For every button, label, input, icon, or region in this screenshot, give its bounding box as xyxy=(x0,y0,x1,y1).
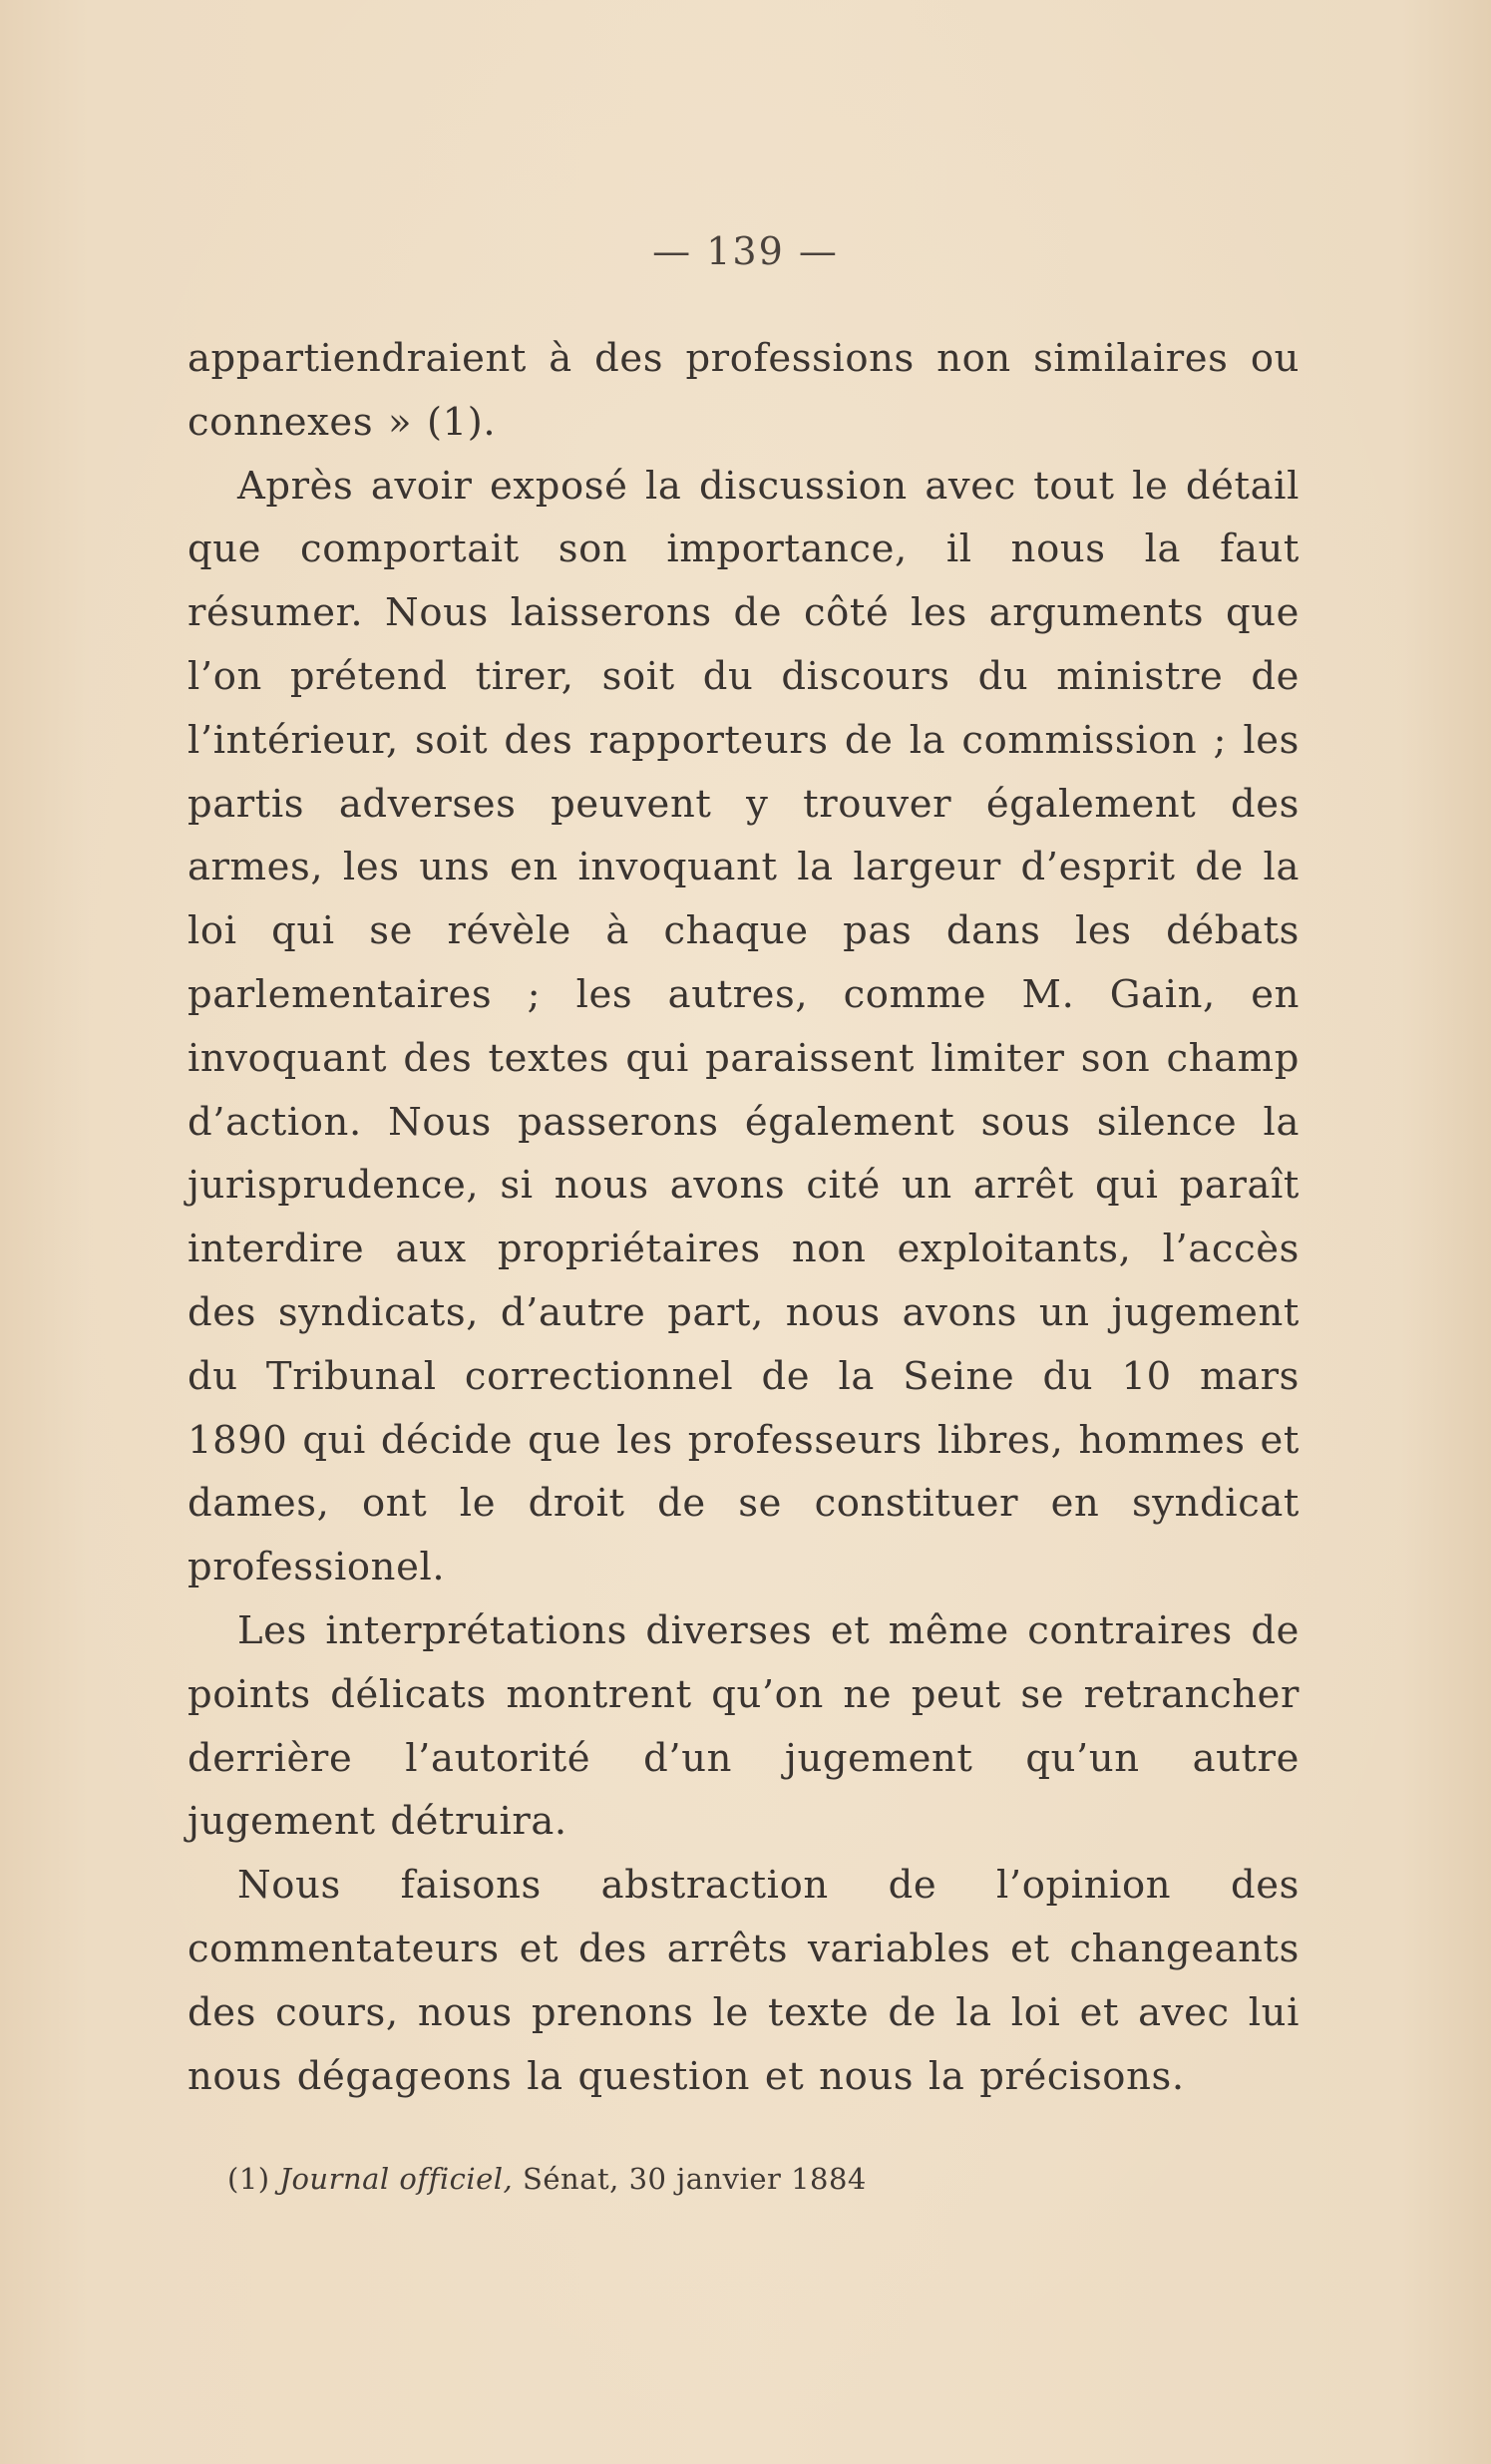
body-text xyxy=(187,327,1300,2108)
paragraph-discussion: Après avoir exposé la discussion avec tout le détail que comportait son importance, il nous la faut résumer. Nous laisserons de côté les arguments que l’on prétend tirer, soit du discours du ministre de l’intérieur, soit des rapporteurs de la commission ; les partis adverses peuvent y trouver également des armes, les uns en invoquant la largeur d’esprit de la loi qui se révèle à chaque pas dans les débats parlementaires ; les autres, comme M. Gain, en invoquant des textes qui paraissent limiter son champ d’action. Nous passerons également sous silence la jurisprudence, si nous avons cité un arrêt qui paraît interdire aux propriétaires non exploitants, l’accès des syndicats, d’autre part, nous avons un jugement du Tribunal correctionnel de la Seine du 10 mars 1890 qui décide que les professeurs libres, hommes et dames, ont le droit de se constituer en syndicat professionel. xyxy=(187,463,1300,1590)
paragraph-abstraction: Nous faisons abstraction de l’opinion des commentateurs et des arrêts variables et changeants des cours, nous prenons le texte de la loi et avec lui nous dégageons la question et nous la précisons. xyxy=(187,1863,1300,2099)
paragraph-interpretations: Les interprétations diverses et même contraires de points délicats montrent qu’on ne peut se retrancher derrière l’autorité d’un jugement qu’un autre jugement détruira. xyxy=(187,1607,1300,1845)
footnote-detail: Sénat, 30 janvier 1884 xyxy=(523,2162,867,2196)
footnote-marker: (1) xyxy=(227,2162,270,2196)
page-number: — 139 — xyxy=(652,229,839,273)
footnote xyxy=(227,2162,1225,2196)
footnote-source: Journal officiel, xyxy=(279,2162,514,2196)
paragraph-continuation: appartiendraient à des professions non similaires ou connexes » (1). xyxy=(187,336,1300,445)
